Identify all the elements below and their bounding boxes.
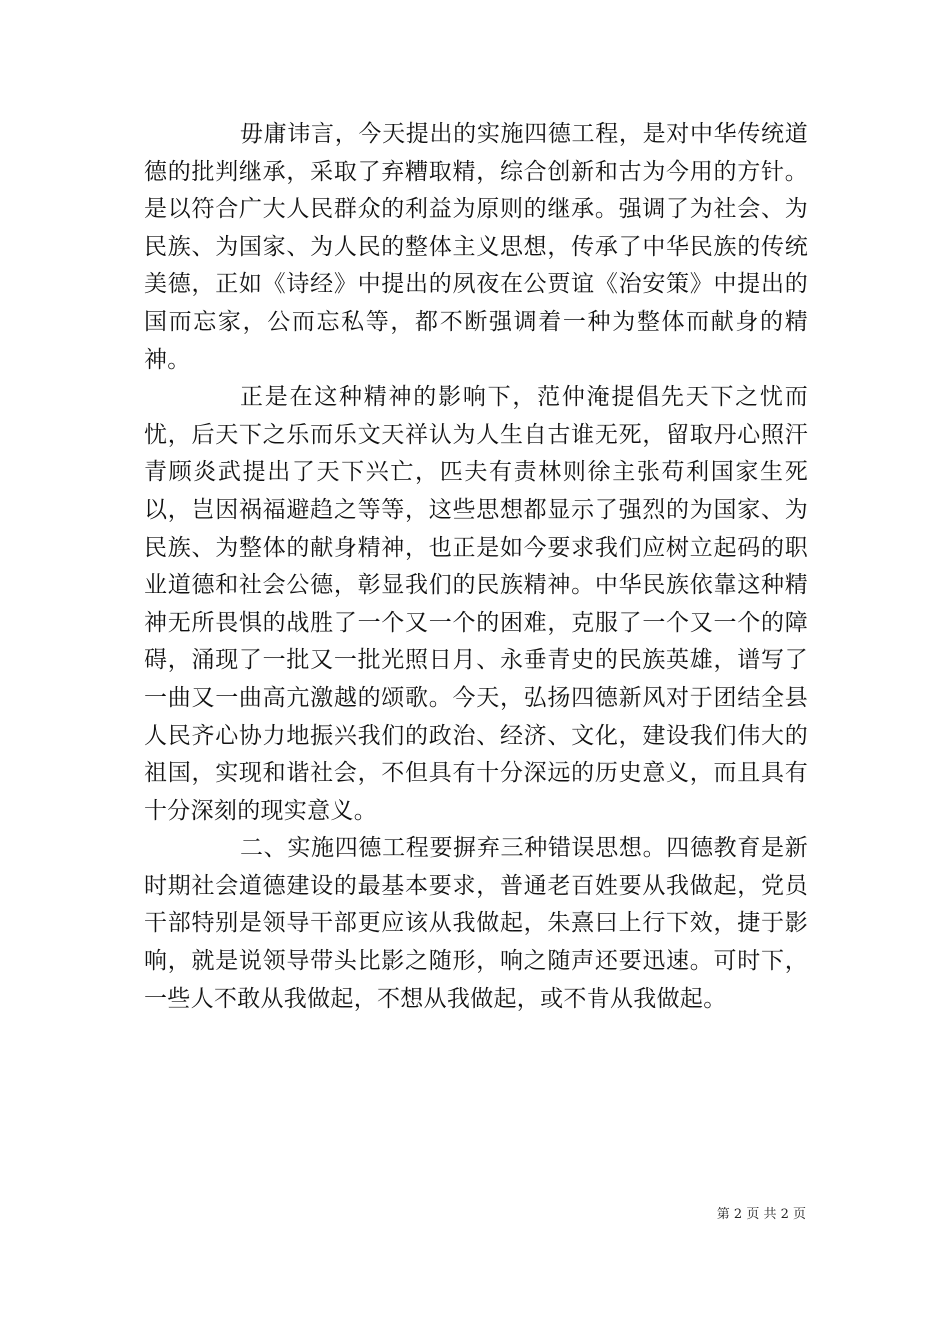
paragraph-1: 毋庸讳言，今天提出的实施四德工程，是对中华传统道德的批判继承，采取了弃糟取精，综合创新和古为今用的方针。是以符合广大人民群众的利益为原则的继承。强调了为社会、为民族、为国家、为人民的整体主义思想，传承了中华民族的传统美德，正如《诗经》中提出的夙夜在公贾谊《治安策》中提出的国而忘家，公而忘私等，都不断强调着一种为整体而献身的精神。 <box>144 121 808 373</box>
paragraph-3: 二、实施四德工程要摒弃三种错误思想。四德教育是新时期社会道德建设的最基本要求，普通老百姓要从我做起，党员干部特别是领导干部更应该从我做起，朱熹曰上行下效，捷于影响，就是说领导带头比影之随形，响之随声还要迅速。可时下，一些人不敢从我做起，不想从我做起，或不肯从我做起。 <box>144 835 808 1012</box>
paragraph-2: 正是在这种精神的影响下，范仲淹提倡先天下之忧而忧，后天下之乐而乐文天祥认为人生自古谁无死，留取丹心照汗青顾炎武提出了天下兴亡，匹夫有责林则徐主张苟利国家生死以，岂因祸福避趋之等等，这些思想都显示了强烈的为国家、为民族、为整体的献身精神，也正是如今要求我们应树立起码的职业道德和社会公德，彰显我们的民族精神。中华民族依靠这种精神无所畏惧的战胜了一个又一个的困难，克服了一个又一个的障碍，涌现了一批又一批光照日月、永垂青史的民族英雄，谱写了一曲又一曲高亢激越的颂歌。今天，弘扬四德新风对于团结全县人民齐心协力地振兴我们的政治、经济、文化，建设我们伟大的祖国，实现和谐社会，不但具有十分深远的历史意义，而且具有十分深刻的现实意义。 <box>144 384 808 824</box>
document-body <box>144 116 808 1018</box>
page-number: 第 2 页 共 2 页 <box>716 1207 806 1222</box>
